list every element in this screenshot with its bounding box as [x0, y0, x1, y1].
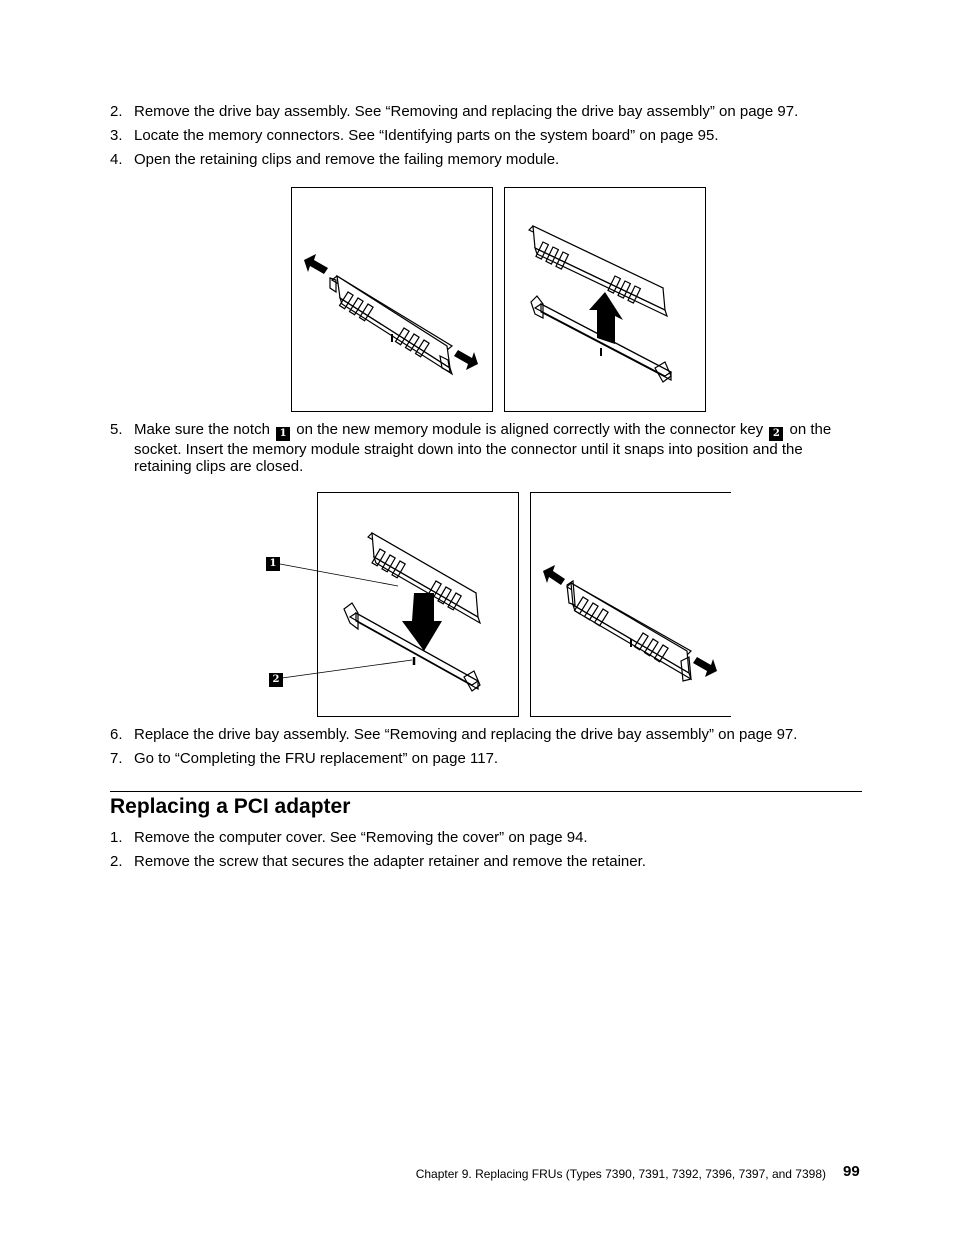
- step-text: Replace the drive bay assembly. See “Removing and replacing the drive bay assembly” on page 97.: [134, 726, 798, 743]
- callout-notch: 1: [276, 427, 290, 441]
- step-text: Remove the screw that secures the adapter retainer and remove the retainer.: [134, 853, 646, 870]
- step5-text-part2: on the new memory module is aligned correctly with the connector key: [296, 421, 764, 438]
- figure-close-clips: [530, 492, 731, 717]
- step-number: 6.: [110, 726, 123, 743]
- step-text: Remove the drive bay assembly. See “Removing and replacing the drive bay assembly” on page 97.: [134, 103, 799, 120]
- section-heading: Replacing a PCI adapter: [110, 795, 351, 818]
- step5-text-part3: on the socket. Insert the memory module straight down into the connector until it snaps into position and the retaining clips are closed.: [134, 421, 832, 475]
- figure-remove-module: [504, 187, 706, 412]
- step-text: [134, 421, 850, 475]
- step-number: 2.: [110, 103, 123, 120]
- step-number: 2.: [110, 853, 123, 870]
- step-number: 5.: [110, 421, 123, 438]
- step-number: 7.: [110, 750, 123, 767]
- step-number: 1.: [110, 829, 123, 846]
- section-divider: [110, 791, 862, 792]
- step-text: Open the retaining clips and remove the failing memory module.: [134, 151, 560, 168]
- figure-open-clips: [291, 187, 493, 412]
- step-text: Go to “Completing the FRU replacement” on page 117.: [134, 750, 499, 767]
- footer-chapter: Chapter 9. Replacing FRUs (Types 7390, 7391, 7392, 7396, 7397, and 7398): [415, 1167, 826, 1181]
- figure-callout-notch: 1: [266, 557, 280, 571]
- step-text: Locate the memory connectors. See “Identifying parts on the system board” on page 95.: [134, 127, 719, 144]
- step5-text-part1: Make sure the notch: [134, 421, 270, 438]
- step-text: Remove the computer cover. See “Removing the cover” on page 94.: [134, 829, 588, 846]
- callout-key: 2: [769, 427, 783, 441]
- page-number: 99: [843, 1163, 860, 1180]
- step-number: 3.: [110, 127, 123, 144]
- step-number: 4.: [110, 151, 123, 168]
- leader-lines: [266, 556, 426, 686]
- figure-callout-key: 2: [269, 673, 283, 687]
